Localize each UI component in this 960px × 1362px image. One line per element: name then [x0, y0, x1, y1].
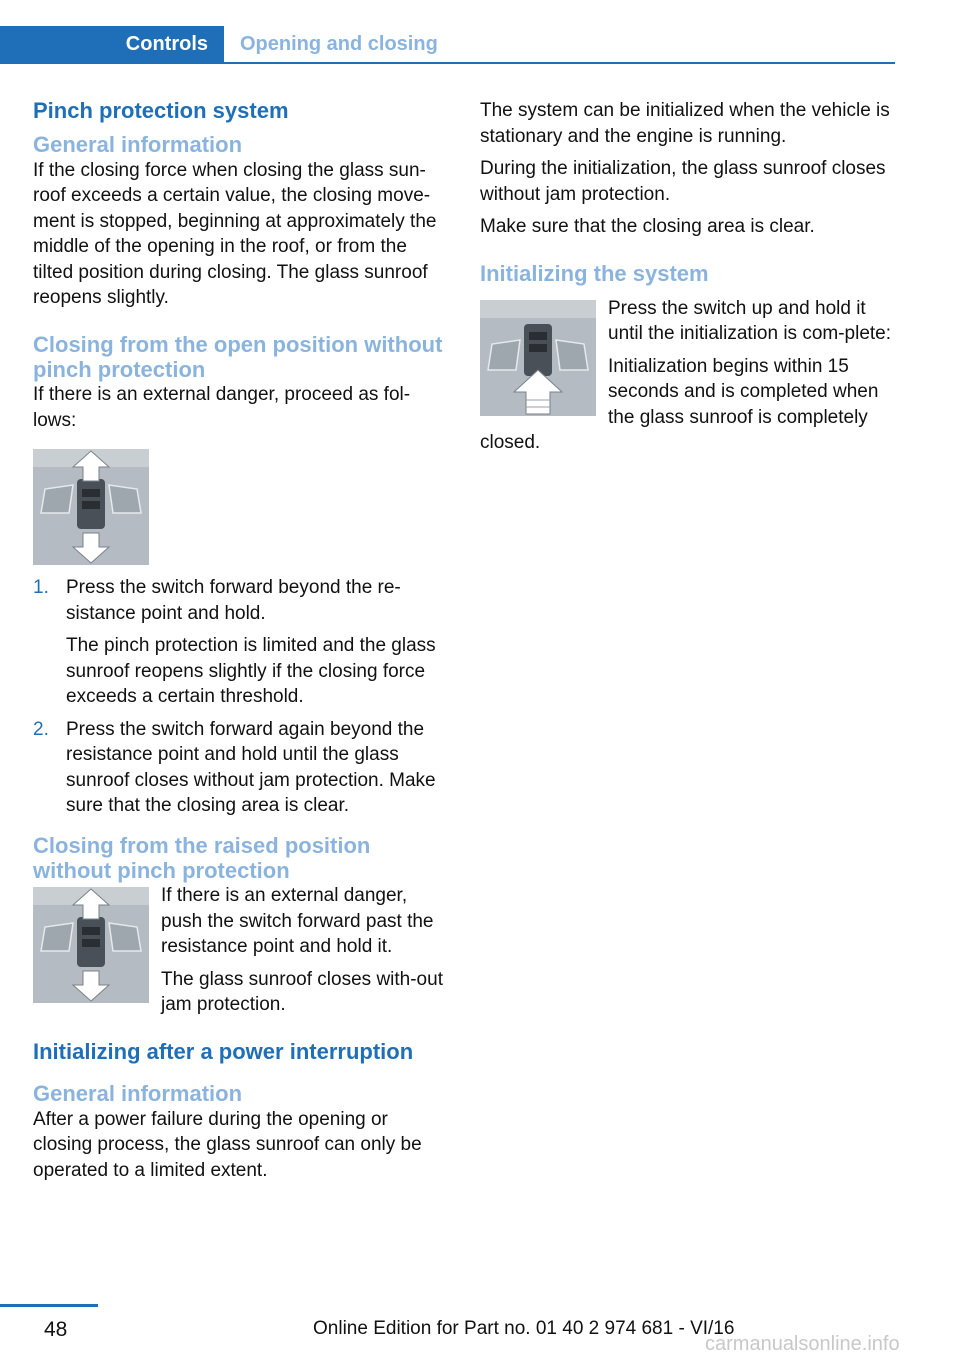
init-instruction-text: Press the switch up and hold it until the initialization is com‐plete: [608, 297, 892, 345]
list-item [33, 575, 449, 710]
general-info-2-text: After a power failure during the opening or closing process, the glass sunroof can only be operated to a limited extent. [33, 1108, 422, 1181]
steps-list [33, 575, 449, 819]
left-column [33, 98, 449, 1190]
watermark: carmanualsonline.info [705, 1333, 900, 1355]
step-number: 1. [33, 577, 49, 599]
section-tab-controls[interactable]: Controls [0, 26, 224, 62]
step-text: Press the switch forward beyond the re‐sistance point and hold. [66, 577, 401, 624]
switch-up-down-arrows-icon [33, 887, 149, 1003]
switch-up-down-arrows-icon [33, 449, 149, 565]
closing-raised-heading: Closing from the raised position without pinch protection [33, 832, 371, 884]
step-number: 2. [33, 718, 49, 740]
closing-open-text: If there is an external danger, proceed as fol‐lows: [33, 384, 411, 431]
footer-rule [0, 1304, 98, 1307]
general-info-text: If the closing force when closing the glass sun‐roof exceeds a certain value, the closing move‐ment is stopped, beginning at approximately the middle of the opening in the roof, or from the tilted position during closing. The glass sunroof reopens slightly. [33, 159, 437, 309]
edition-text: Online Edition for Part no. 01 40 2 974 681 - VI/16 [313, 1318, 735, 1339]
page-header [0, 26, 895, 64]
step-extra-text: The pinch protection is limited and the glass sunroof reopens slightly if the closing force exceeds a certain threshold. [66, 635, 436, 708]
section-tab-opening-closing[interactable]: Opening and closing [240, 32, 438, 55]
closing-area-text: Make sure that the closing area is clear. [480, 216, 815, 237]
general-info-heading: General information [33, 132, 243, 158]
init-system-heading: Initializing the system [480, 260, 709, 286]
init-conditions-text: The system can be initialized when the vehicle is stationary and the engine is running. [480, 100, 890, 147]
right-column [480, 98, 895, 463]
list-item [33, 717, 449, 819]
step-text: Press the switch forward again beyond the resistance point and hold until the glass sunroof closes without jam protection. Make sure that the closing area is clear. [66, 718, 436, 817]
init-jam-text: During the initialization, the glass sunroof closes without jam protection. [480, 158, 886, 205]
init-power-heading: Initializing after a power interruption [33, 1038, 414, 1064]
switch-up-arrow-icon [480, 300, 596, 416]
pinch-protection-heading: Pinch protection system [33, 98, 289, 123]
page-number: 48 [44, 1318, 68, 1341]
closing-open-heading: Closing from the open position without pinch protection [33, 331, 443, 382]
closing-raised-text: If there is an external danger, push the switch forward past the resistance point and hold it. [161, 885, 434, 958]
init-duration-text: Initialization begins within 15 seconds and is completed when the glass sunroof is completely closed. [480, 355, 879, 454]
general-info-2-heading: General information [33, 1081, 243, 1107]
closing-raised-text-2: The glass sunroof closes with‐out jam protection. [161, 968, 443, 1016]
